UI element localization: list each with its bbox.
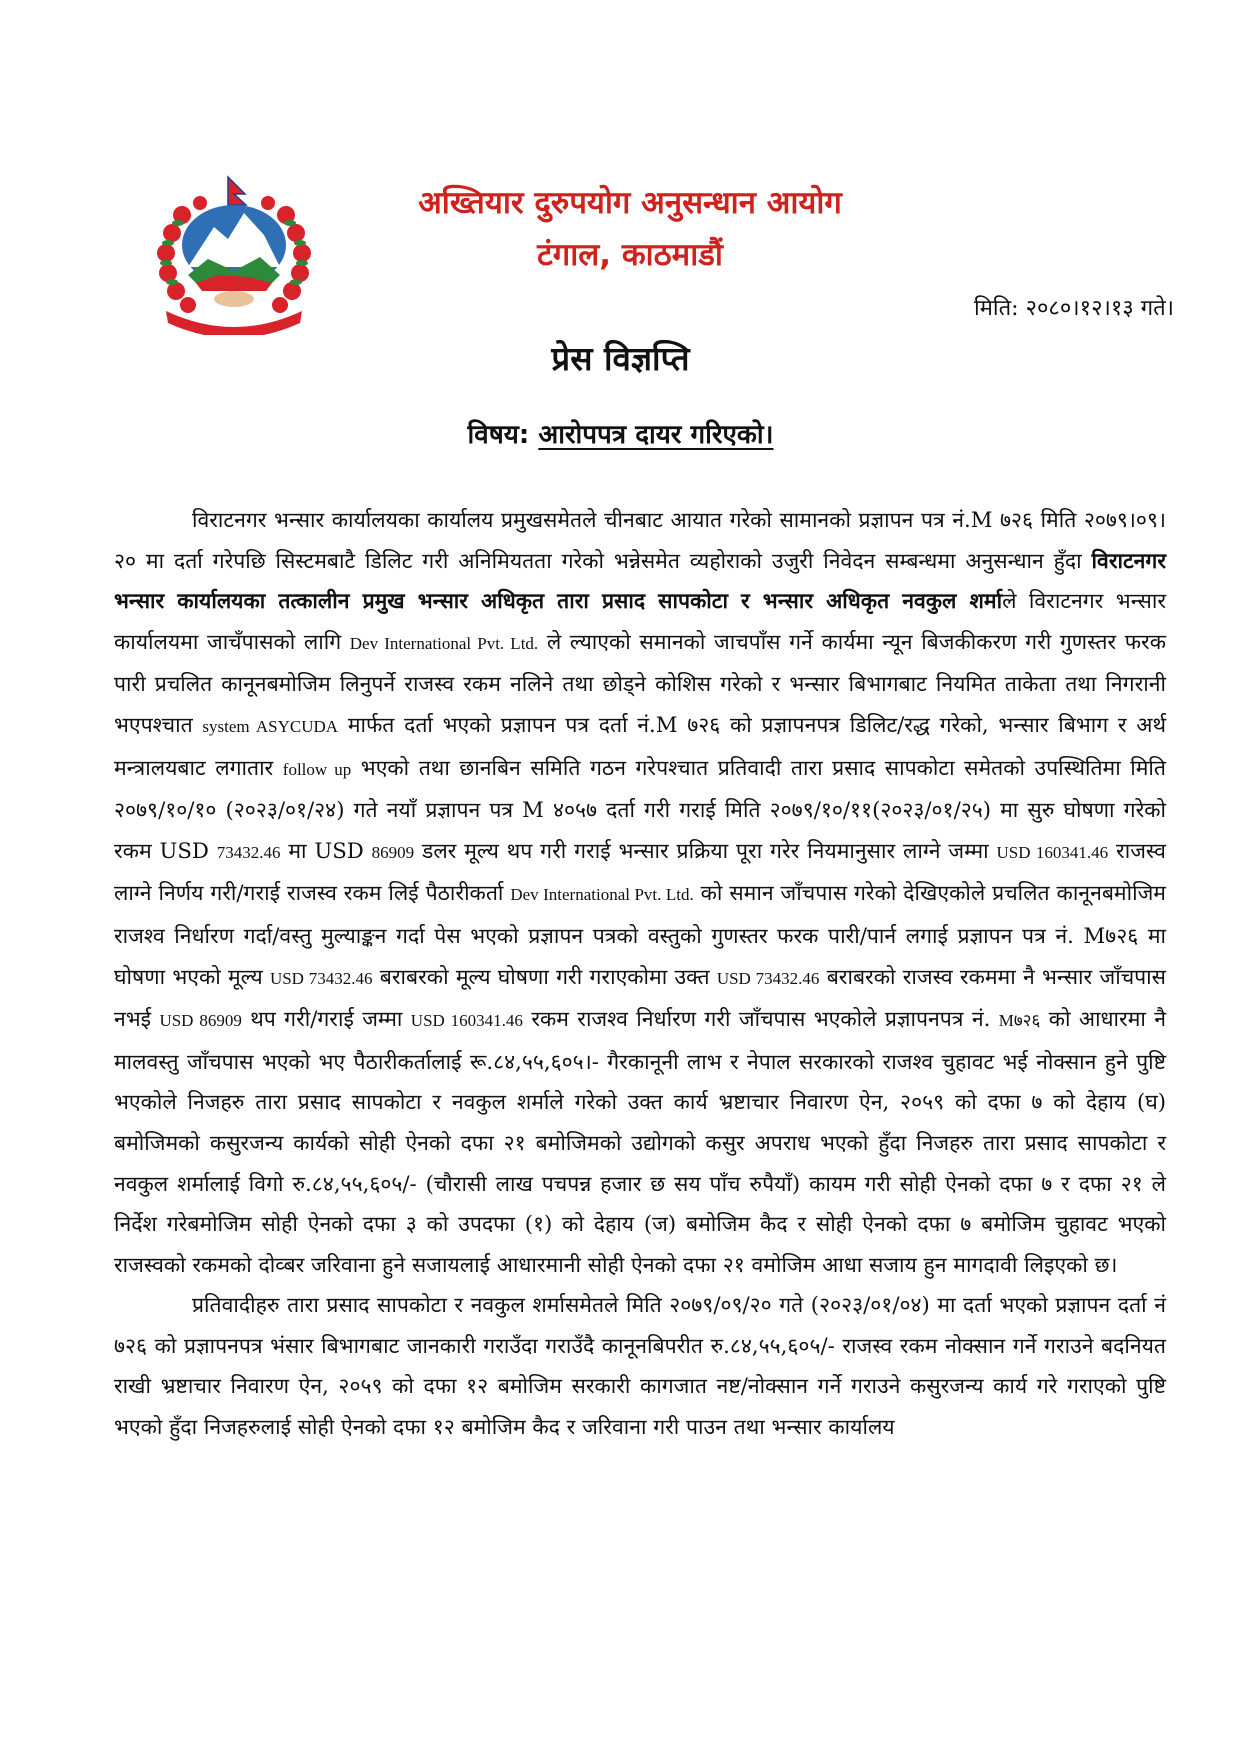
government-emblem <box>148 175 320 335</box>
subject-label: विषय: <box>467 420 530 450</box>
document-date: मिति: २०८०।१२।१३ गते। <box>974 296 1174 321</box>
subject-text: आरोपपत्र दायर गरिएको। <box>538 420 774 450</box>
organization-name: अख्तियार दुरुपयोग अनुसन्धान आयोग <box>418 185 842 221</box>
document-body <box>114 500 1166 1448</box>
document-subject <box>0 415 1241 451</box>
organization-address: टंगाल, काठमाडौं <box>537 237 723 273</box>
paragraph-2: प्रतिवादीहरु तारा प्रसाद सापकोटा र नवकुल शर्मासमेतले मिति २०७९/०९/२० गते (२०२३/०१/०४) मा दर्ता भएको प्रज्ञापन दर्ता नं ७२६ को प्रज्ञापनपत्र भंसार बिभागबाट जानकारी गराउँदा गराउँदै कानूनबिपरीत रु.८४,५५,६०५/- राजस्व रकम नोक्सान गर्ने गराउने बदनियत राखी भ्रष्टाचार निवारण ऐन, २०५९ को दफा १२ बमोजिम सरकारी कागजात नष्ट/नोक्सान गर्ने गराउने कसुरजन्य कार्य गरे गराएको पुष्टि भएको हुँदा निजहरुलाई सोही ऐनको दफा १२ बमोजिम कैद र जरिवाना गरी पाउन तथा भन्सार कार्यालय <box>114 1292 1166 1440</box>
paragraph-1: विराटनगर भन्सार कार्यालयका कार्यालय प्रमुखसमेतले चीनबाट आयात गरेको सामानको प्रज्ञापन पत्र नं.M ७२६ मिति २०७९।०९।२० मा दर्ता गरेपछि सिस्टमबाटै डिलिट गरी अनिमियतता गरेको भन्नेसमेत व्यहोराको उजुरी निवेदन सम्बन्धमा अनुसन्धान हुँदा विराटनगर भन्सार कार्यालयका तत्कालीन प्रमुख भन्सार अधिकृत तारा प्रसाद सापकोटा र भन्सार अधिकृत नवकुल शर्माले विराटनगर भन्सार कार्यालयमा जाचँपासको लागि Dev International Pvt. Ltd. ले ल्याएको समानको जाचपाँस गर्ने कार्यमा न्यून बिजकीकरण गरी गुणस्तर फरक पारी प्रचलित कानूनबमोजिम लिनुपर्ने राजस्व रकम नलिने तथा छोड्ने कोशिस गरेको र भन्सार बिभागबाट नियमित ताकेता तथा निगरानी भएपश्चात system ASYCUDA मार्फत दर्ता भएको प्रज्ञापन पत्र दर्ता नं.M ७२६ को प्रज्ञापनपत्र डिलिट/रद्ध गरेको, भन्सार बिभाग र अर्थ मन्त्रालयबाट लगातार follow up भएको तथा छानबिन समिति गठन गरेपश्चात प्रतिवादी तारा प्रसाद सापकोटा समेतको उपस्थितिमा मिति २०७९/१०/१० (२०२३/०१/२४) गते नयाँ प्रज्ञापन पत्र M ४०५७ दर्ता गरी गराई मिति २०७९/१०/११(२०२३/०१/२५) मा सुरु घोषणा गरेको रकम USD 73432.46 मा USD 86909 डलर मूल्य थप गरी गराई भन्सार प्रक्रिया पूरा गरेर नियमानुसार लाग्ने जम्मा USD 160341.46 राजस्व लाग्ने निर्णय गरी/गराई राजस्व रकम लिई पैठारीकर्ता Dev International Pvt. Ltd. को समान जाँचपास गरेको देखिएकोले प्रचलित कानूनबमोजिम राजश्व निर्धारण गर्दा/वस्तु मुल्याङ्कन गर्दा पेस भएको प्रज्ञापन पत्रको वस्तुको गुणस्तर फरक पारी/पार्न लगाई प्रज्ञापन पत्र नं. M७२६ मा घोषणा भएको मूल्य USD 73432.46 बराबरको मूल्य घोषणा गरी गराएकोमा उक्त USD 73432.46 बराबरको राजस्व रकममा नै भन्सार जाँचपास नभई USD 86909 थप गरी/गराई जम्मा USD 160341.46 रकम राजश्व निर्धारण गरी जाँचपास भएकोले प्रज्ञापनपत्र नं. M७२६ को आधारमा नै मालवस्तु जाँचपास भएको भए पैठारीकर्तालाई रू.८४,५५,६०५।- गैरकानूनी लाभ र नेपाल सरकारको राजश्व चुहावट भई नोक्सान हुने पुष्टि भएकोले निजहरु तारा प्रसाद सापकोटा र नवकुल शर्माले गरेको उक्त कार्य भ्रष्टाचार निवारण ऐन, २०५९ को दफा ७ को देहाय (घ) बमोजिमको कसुरजन्य कार्यको सोही ऐनको दफा २१ बमोजिमको उद्योगको कसुर अपराध भएको हुँदा निजहरु तारा प्रसाद सापकोटा र नवकुल शर्मालाई विगो रु.८४,५५,६०५/- (चौरासी लाख पचपन्न हजार छ सय पाँच रुपैयाँ) कायम गरी सोही ऐनको दफा ७ र दफा २१ ले निर्देश गरेबमोजिम सोही ऐनको दफा ३ को उपदफा (१) को देहाय (ज) बमोजिम कैद र सोही ऐनको दफा ७ बमोजिम चुहावट भएको राजस्वको रकमको दोव्बर जरिवाना हुने सजायलाई आधारमानी सोही ऐनको दफा २१ वमोजिम आधा सजाय हुन मागदावी लिइएको छ। <box>114 507 1166 1277</box>
emblem-icon <box>148 175 320 335</box>
document-title: प्रेस विज्ञप्ति <box>551 339 690 378</box>
